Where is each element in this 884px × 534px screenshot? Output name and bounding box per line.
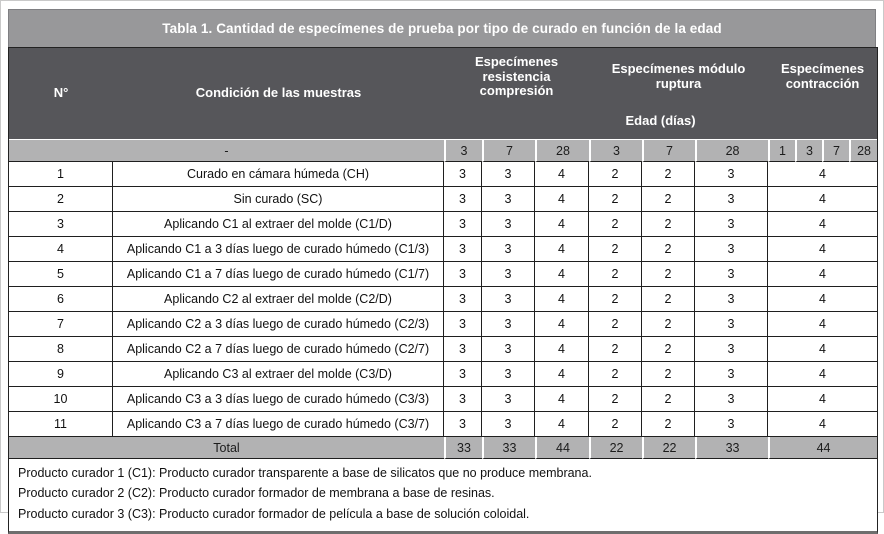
- table-row: [9, 212, 877, 237]
- age-cell: 28: [535, 139, 589, 162]
- compression-cell: 3: [444, 312, 482, 337]
- rupture-cell: 2: [642, 362, 695, 387]
- compression-cell: 4: [535, 412, 589, 437]
- row-number: 10: [9, 387, 113, 412]
- shrinkage-cell: 4: [768, 237, 877, 262]
- group-header-shrinkage: Especímenes contracción: [768, 48, 877, 106]
- rupture-cell: 2: [589, 362, 642, 387]
- compression-cell: 4: [535, 212, 589, 237]
- compression-cell: 4: [535, 362, 589, 387]
- group-header-row: [9, 48, 877, 106]
- table-row: [9, 262, 877, 287]
- rupture-cell: 2: [642, 412, 695, 437]
- notes-row: [9, 459, 877, 531]
- compression-cell: 4: [535, 287, 589, 312]
- row-number: 5: [9, 262, 113, 287]
- col-header-condition: Condición de las muestras: [113, 48, 444, 139]
- condition-cell: Aplicando C2 a 3 días luego de curado húmedo (C2/3): [113, 312, 444, 337]
- age-cell: 1: [768, 139, 795, 162]
- compression-cell: 3: [482, 162, 535, 187]
- row-number: 11: [9, 412, 113, 437]
- rupture-cell: 2: [642, 287, 695, 312]
- condition-cell: Aplicando C1 a 3 días luego de curado húmedo (C1/3): [113, 237, 444, 262]
- table-row: [9, 162, 877, 187]
- compression-cell: 3: [444, 162, 482, 187]
- rupture-cell: 3: [695, 312, 768, 337]
- group-header-compression: Especímenes resistencia compresión: [444, 48, 589, 106]
- shrinkage-cell: 4: [768, 337, 877, 362]
- shrinkage-cell: 4: [768, 312, 877, 337]
- table-row: [9, 387, 877, 412]
- rupture-cell: 2: [642, 187, 695, 212]
- compression-cell: 3: [482, 187, 535, 212]
- compression-cell: 3: [482, 387, 535, 412]
- shrinkage-cell: 4: [768, 287, 877, 312]
- compression-cell: 3: [482, 412, 535, 437]
- age-cell: 7: [482, 139, 535, 162]
- shrinkage-cell: 4: [768, 162, 877, 187]
- rupture-cell: 2: [589, 212, 642, 237]
- group-header-rupture: Especímenes módulo ruptura: [589, 48, 768, 106]
- shrinkage-cell: 4: [768, 262, 877, 287]
- total-rupture-cell: 22: [642, 437, 695, 459]
- compression-cell: 3: [482, 262, 535, 287]
- condition-cell: Aplicando C2 al extraer del molde (C2/D): [113, 287, 444, 312]
- table-row: [9, 312, 877, 337]
- rupture-cell: 2: [589, 387, 642, 412]
- total-shrinkage-cell: 44: [768, 437, 877, 459]
- rupture-cell: 2: [642, 237, 695, 262]
- rupture-cell: 2: [589, 162, 642, 187]
- compression-cell: 3: [444, 287, 482, 312]
- age-cell: 28: [849, 139, 877, 162]
- row-number: 8: [9, 337, 113, 362]
- note-line: Producto curador 2 (C2): Producto curador formador de membrana a base de resinas.: [18, 486, 495, 501]
- compression-cell: 3: [444, 212, 482, 237]
- compression-cell: 4: [535, 237, 589, 262]
- compression-cell: 4: [535, 162, 589, 187]
- shrinkage-cell: 4: [768, 212, 877, 237]
- compression-cell: 4: [535, 187, 589, 212]
- compression-cell: 3: [444, 262, 482, 287]
- table-row: [9, 237, 877, 262]
- dash-cell: -: [9, 139, 444, 162]
- age-cell: 3: [444, 139, 482, 162]
- rupture-cell: 2: [589, 412, 642, 437]
- condition-cell: Aplicando C2 a 7 días luego de curado húmedo (C2/7): [113, 337, 444, 362]
- condition-cell: Aplicando C3 al extraer del molde (C3/D): [113, 362, 444, 387]
- total-label: Total: [9, 437, 444, 459]
- rupture-cell: 2: [642, 312, 695, 337]
- compression-cell: 3: [444, 412, 482, 437]
- condition-cell: Curado en cámara húmeda (CH): [113, 162, 444, 187]
- rupture-cell: 2: [642, 387, 695, 412]
- compression-cell: 3: [482, 212, 535, 237]
- table-row: [9, 187, 877, 212]
- condition-cell: Aplicando C1 al extraer del molde (C1/D): [113, 212, 444, 237]
- rupture-cell: 2: [642, 337, 695, 362]
- rupture-cell: 2: [642, 162, 695, 187]
- total-rupture-cell: 22: [589, 437, 642, 459]
- rupture-cell: 2: [589, 312, 642, 337]
- rupture-cell: 3: [695, 237, 768, 262]
- table-row: [9, 412, 877, 437]
- rupture-cell: 3: [695, 337, 768, 362]
- total-compression-cell: 33: [482, 437, 535, 459]
- compression-cell: 3: [444, 187, 482, 212]
- row-number: 6: [9, 287, 113, 312]
- shrinkage-cell: 4: [768, 187, 877, 212]
- compression-cell: 3: [444, 337, 482, 362]
- age-header: Edad (días): [444, 106, 877, 139]
- age-cell: 7: [642, 139, 695, 162]
- total-compression-cell: 44: [535, 437, 589, 459]
- rupture-cell: 3: [695, 287, 768, 312]
- rupture-cell: 3: [695, 387, 768, 412]
- note-line: Producto curador 1 (C1): Producto curador transparente a base de silicatos que no produce membrana.: [18, 466, 592, 480]
- row-number: 1: [9, 162, 113, 187]
- age-cell: 7: [822, 139, 849, 162]
- condition-cell: Aplicando C3 a 3 días luego de curado húmedo (C3/3): [113, 387, 444, 412]
- col-header-num: N°: [9, 48, 113, 139]
- rupture-cell: 3: [695, 412, 768, 437]
- rupture-cell: 2: [589, 237, 642, 262]
- rupture-cell: 3: [695, 212, 768, 237]
- compression-cell: 3: [482, 337, 535, 362]
- rupture-cell: 3: [695, 187, 768, 212]
- table-figure: [8, 9, 876, 534]
- specimens-table: [8, 47, 878, 534]
- rupture-cell: 2: [642, 212, 695, 237]
- row-number: 3: [9, 212, 113, 237]
- rupture-cell: 3: [695, 262, 768, 287]
- table-row: [9, 337, 877, 362]
- row-number: 2: [9, 187, 113, 212]
- age-cell: 3: [795, 139, 822, 162]
- condition-cell: Sin curado (SC): [113, 187, 444, 212]
- note-line: Producto curador 3 (C3): Producto curador formador de película a base de solución coloidal.: [18, 506, 530, 521]
- compression-cell: 4: [535, 312, 589, 337]
- shrinkage-cell: 4: [768, 387, 877, 412]
- total-compression-cell: 33: [444, 437, 482, 459]
- rupture-cell: 3: [695, 162, 768, 187]
- compression-cell: 3: [482, 287, 535, 312]
- compression-cell: 3: [482, 312, 535, 337]
- age-cell: 28: [695, 139, 768, 162]
- shrinkage-cell: 4: [768, 412, 877, 437]
- compression-cell: 4: [535, 262, 589, 287]
- table-row: [9, 287, 877, 312]
- rupture-cell: 2: [589, 187, 642, 212]
- condition-cell: Aplicando C1 a 7 días luego de curado húmedo (C1/7): [113, 262, 444, 287]
- compression-cell: 3: [482, 237, 535, 262]
- total-row: [9, 437, 877, 459]
- compression-cell: 3: [444, 387, 482, 412]
- rupture-cell: 2: [642, 262, 695, 287]
- footnotes: [9, 459, 877, 531]
- compression-cell: 3: [482, 362, 535, 387]
- shrinkage-cell: 4: [768, 362, 877, 387]
- compression-cell: 3: [444, 362, 482, 387]
- compression-cell: 3: [444, 237, 482, 262]
- age-cell: 3: [589, 139, 642, 162]
- compression-cell: 4: [535, 337, 589, 362]
- row-number: 9: [9, 362, 113, 387]
- rupture-cell: 3: [695, 362, 768, 387]
- total-rupture-cell: 33: [695, 437, 768, 459]
- compression-cell: 4: [535, 387, 589, 412]
- condition-cell: Aplicando C3 a 7 días luego de curado húmedo (C3/7): [113, 412, 444, 437]
- rupture-cell: 2: [589, 262, 642, 287]
- row-number: 4: [9, 237, 113, 262]
- rupture-cell: 2: [589, 287, 642, 312]
- rupture-cell: 2: [589, 337, 642, 362]
- row-number: 7: [9, 312, 113, 337]
- table-row: [9, 362, 877, 387]
- table-title: Tabla 1. Cantidad de especímenes de prueba por tipo de curado en función de la edad: [8, 9, 876, 47]
- age-values-row: [9, 139, 877, 162]
